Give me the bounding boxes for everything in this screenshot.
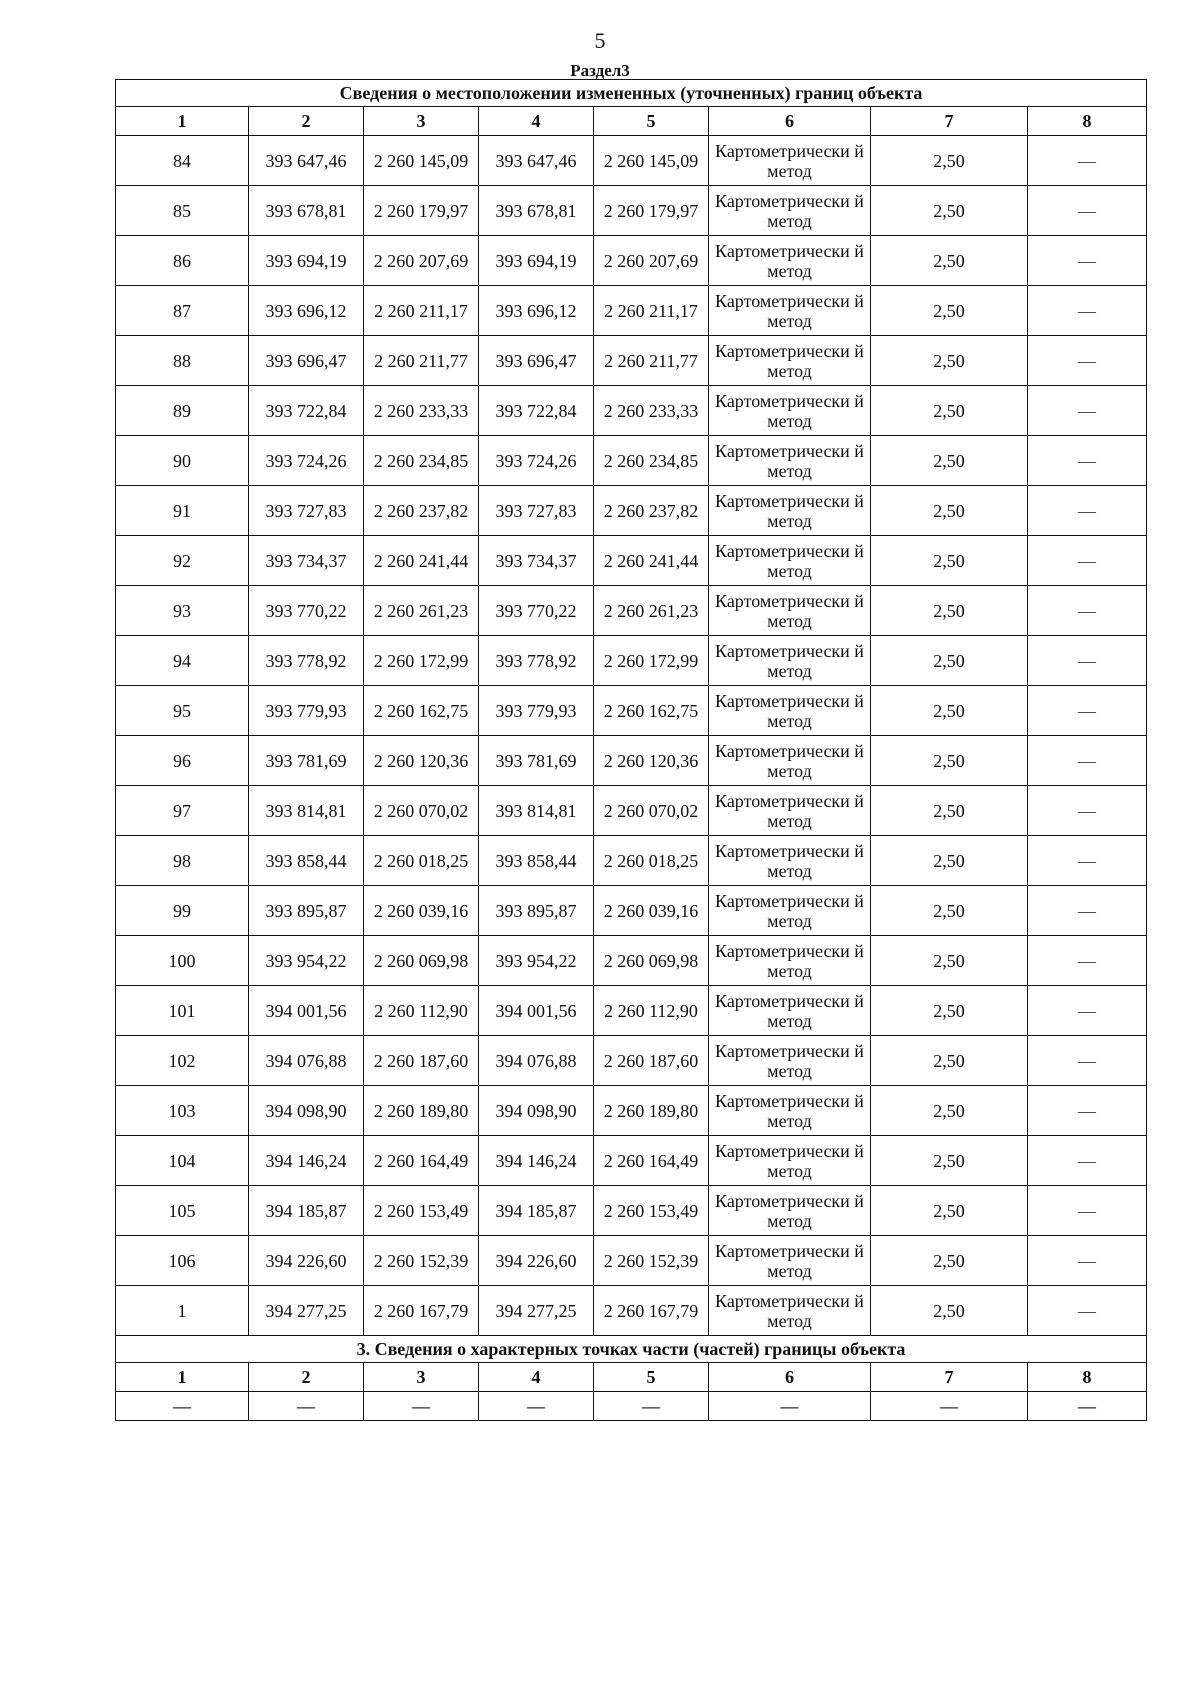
column-number: 5 bbox=[594, 107, 709, 136]
y-new: 2 260 112,90 bbox=[594, 986, 709, 1036]
point-number: 90 bbox=[116, 436, 249, 486]
table-row bbox=[116, 136, 1147, 186]
x-new: 394 076,88 bbox=[479, 1036, 594, 1086]
accuracy-cell: 2,50 bbox=[871, 386, 1028, 436]
x-new: 393 954,22 bbox=[479, 936, 594, 986]
y-old: 2 260 211,17 bbox=[364, 286, 479, 336]
y-new: 2 260 162,75 bbox=[594, 686, 709, 736]
part-cell: — bbox=[1028, 1392, 1147, 1421]
x-old: 393 727,83 bbox=[249, 486, 364, 536]
y-new: 2 260 241,44 bbox=[594, 536, 709, 586]
method-cell: Картометрически й метод bbox=[709, 486, 871, 536]
y-old: 2 260 241,44 bbox=[364, 536, 479, 586]
method-cell: Картометрически й метод bbox=[709, 1236, 871, 1286]
y-old: 2 260 207,69 bbox=[364, 236, 479, 286]
x-new: 393 694,19 bbox=[479, 236, 594, 286]
y-old: 2 260 069,98 bbox=[364, 936, 479, 986]
accuracy-cell: 2,50 bbox=[871, 1136, 1028, 1186]
point-number: 86 bbox=[116, 236, 249, 286]
part-cell: — bbox=[871, 1392, 1028, 1421]
note-cell: — bbox=[1028, 586, 1147, 636]
x-new: 394 226,60 bbox=[479, 1236, 594, 1286]
accuracy-cell: 2,50 bbox=[871, 536, 1028, 586]
note-cell: — bbox=[1028, 336, 1147, 386]
y-new: 2 260 153,49 bbox=[594, 1186, 709, 1236]
point-number: 100 bbox=[116, 936, 249, 986]
method-cell: Картометрически й метод bbox=[709, 1036, 871, 1086]
y-new: 2 260 164,49 bbox=[594, 1136, 709, 1186]
method-cell: Картометрически й метод bbox=[709, 236, 871, 286]
x-new: 393 734,37 bbox=[479, 536, 594, 586]
x-new: 393 858,44 bbox=[479, 836, 594, 886]
method-cell: Картометрически й метод bbox=[709, 386, 871, 436]
note-cell: — bbox=[1028, 186, 1147, 236]
x-old: 394 185,87 bbox=[249, 1186, 364, 1236]
y-new: 2 260 167,79 bbox=[594, 1286, 709, 1336]
y-new: 2 260 145,09 bbox=[594, 136, 709, 186]
y-old: 2 260 237,82 bbox=[364, 486, 479, 536]
table-title: Сведения о местоположении измененных (уточненных) границ объекта bbox=[116, 80, 1147, 107]
y-old: 2 260 172,99 bbox=[364, 636, 479, 686]
accuracy-cell: 2,50 bbox=[871, 1236, 1028, 1286]
x-old: 394 076,88 bbox=[249, 1036, 364, 1086]
column-number: 7 bbox=[871, 1363, 1028, 1392]
x-old: 394 277,25 bbox=[249, 1286, 364, 1336]
point-number: 89 bbox=[116, 386, 249, 436]
note-cell: — bbox=[1028, 386, 1147, 436]
point-number: 95 bbox=[116, 686, 249, 736]
table-row bbox=[116, 1136, 1147, 1186]
x-old: 393 779,93 bbox=[249, 686, 364, 736]
note-cell: — bbox=[1028, 1286, 1147, 1336]
point-number: 106 bbox=[116, 1236, 249, 1286]
note-cell: — bbox=[1028, 786, 1147, 836]
y-new: 2 260 069,98 bbox=[594, 936, 709, 986]
x-new: 394 146,24 bbox=[479, 1136, 594, 1186]
method-cell: Картометрически й метод bbox=[709, 286, 871, 336]
note-cell: — bbox=[1028, 436, 1147, 486]
accuracy-cell: 2,50 bbox=[871, 186, 1028, 236]
x-new: 393 724,26 bbox=[479, 436, 594, 486]
accuracy-cell: 2,50 bbox=[871, 986, 1028, 1036]
method-cell: Картометрически й метод bbox=[709, 1186, 871, 1236]
y-old: 2 260 120,36 bbox=[364, 736, 479, 786]
y-old: 2 260 039,16 bbox=[364, 886, 479, 936]
x-old: 393 678,81 bbox=[249, 186, 364, 236]
y-old: 2 260 233,33 bbox=[364, 386, 479, 436]
note-cell: — bbox=[1028, 486, 1147, 536]
x-new: 394 185,87 bbox=[479, 1186, 594, 1236]
y-old: 2 260 145,09 bbox=[364, 136, 479, 186]
y-new: 2 260 070,02 bbox=[594, 786, 709, 836]
y-old: 2 260 070,02 bbox=[364, 786, 479, 836]
y-new: 2 260 237,82 bbox=[594, 486, 709, 536]
accuracy-cell: 2,50 bbox=[871, 236, 1028, 286]
x-new: 393 781,69 bbox=[479, 736, 594, 786]
x-old: 393 814,81 bbox=[249, 786, 364, 836]
method-cell: Картометрически й метод bbox=[709, 1286, 871, 1336]
x-old: 393 696,47 bbox=[249, 336, 364, 386]
y-new: 2 260 211,77 bbox=[594, 336, 709, 386]
y-new: 2 260 207,69 bbox=[594, 236, 709, 286]
note-cell: — bbox=[1028, 686, 1147, 736]
point-number: 1 bbox=[116, 1286, 249, 1336]
method-cell: Картометрически й метод bbox=[709, 986, 871, 1036]
point-number: 84 bbox=[116, 136, 249, 186]
method-cell: Картометрически й метод bbox=[709, 136, 871, 186]
accuracy-cell: 2,50 bbox=[871, 936, 1028, 986]
table-row bbox=[116, 786, 1147, 836]
x-new: 393 778,92 bbox=[479, 636, 594, 686]
x-new: 393 696,12 bbox=[479, 286, 594, 336]
y-new: 2 260 179,97 bbox=[594, 186, 709, 236]
y-old: 2 260 164,49 bbox=[364, 1136, 479, 1186]
point-number: 93 bbox=[116, 586, 249, 636]
column-number: 6 bbox=[709, 107, 871, 136]
accuracy-cell: 2,50 bbox=[871, 686, 1028, 736]
part-cell: — bbox=[364, 1392, 479, 1421]
method-cell: Картометрически й метод bbox=[709, 436, 871, 486]
method-cell: Картометрически й метод bbox=[709, 836, 871, 886]
part-cell: — bbox=[116, 1392, 249, 1421]
y-new: 2 260 234,85 bbox=[594, 436, 709, 486]
accuracy-cell: 2,50 bbox=[871, 286, 1028, 336]
method-cell: Картометрически й метод bbox=[709, 886, 871, 936]
table-row bbox=[116, 236, 1147, 286]
column-number-row bbox=[116, 107, 1147, 136]
table-row bbox=[116, 636, 1147, 686]
part-section-title-row bbox=[116, 1336, 1147, 1363]
x-new: 393 727,83 bbox=[479, 486, 594, 536]
accuracy-cell: 2,50 bbox=[871, 836, 1028, 886]
column-number: 4 bbox=[479, 1363, 594, 1392]
x-old: 393 954,22 bbox=[249, 936, 364, 986]
part-cell: — bbox=[594, 1392, 709, 1421]
x-old: 393 696,12 bbox=[249, 286, 364, 336]
y-old: 2 260 018,25 bbox=[364, 836, 479, 886]
point-number: 96 bbox=[116, 736, 249, 786]
table-row bbox=[116, 1086, 1147, 1136]
part-section-title: 3. Сведения о характерных точках части (частей) границы объекта bbox=[116, 1336, 1147, 1363]
accuracy-cell: 2,50 bbox=[871, 436, 1028, 486]
table-row bbox=[116, 886, 1147, 936]
x-old: 393 722,84 bbox=[249, 386, 364, 436]
accuracy-cell: 2,50 bbox=[871, 1286, 1028, 1336]
method-cell: Картометрически й метод bbox=[709, 536, 871, 586]
x-new: 393 779,93 bbox=[479, 686, 594, 736]
accuracy-cell: 2,50 bbox=[871, 636, 1028, 686]
point-number: 103 bbox=[116, 1086, 249, 1136]
table-body bbox=[116, 80, 1147, 1421]
y-old: 2 260 153,49 bbox=[364, 1186, 479, 1236]
column-number: 8 bbox=[1028, 1363, 1147, 1392]
point-number: 97 bbox=[116, 786, 249, 836]
x-old: 393 770,22 bbox=[249, 586, 364, 636]
column-number: 4 bbox=[479, 107, 594, 136]
table-row bbox=[116, 986, 1147, 1036]
note-cell: — bbox=[1028, 1186, 1147, 1236]
point-number: 102 bbox=[116, 1036, 249, 1086]
table-row bbox=[116, 1236, 1147, 1286]
accuracy-cell: 2,50 bbox=[871, 786, 1028, 836]
x-old: 393 895,87 bbox=[249, 886, 364, 936]
x-new: 394 277,25 bbox=[479, 1286, 594, 1336]
x-old: 393 647,46 bbox=[249, 136, 364, 186]
accuracy-cell: 2,50 bbox=[871, 1086, 1028, 1136]
x-new: 393 678,81 bbox=[479, 186, 594, 236]
y-old: 2 260 187,60 bbox=[364, 1036, 479, 1086]
table-row bbox=[116, 336, 1147, 386]
note-cell: — bbox=[1028, 736, 1147, 786]
x-new: 394 001,56 bbox=[479, 986, 594, 1036]
x-old: 393 694,19 bbox=[249, 236, 364, 286]
point-number: 88 bbox=[116, 336, 249, 386]
column-number: 7 bbox=[871, 107, 1028, 136]
y-old: 2 260 234,85 bbox=[364, 436, 479, 486]
x-old: 393 778,92 bbox=[249, 636, 364, 686]
point-number: 94 bbox=[116, 636, 249, 686]
y-old: 2 260 162,75 bbox=[364, 686, 479, 736]
boundary-table bbox=[115, 79, 1147, 1421]
table-row bbox=[116, 1036, 1147, 1086]
y-old: 2 260 152,39 bbox=[364, 1236, 479, 1286]
x-old: 393 781,69 bbox=[249, 736, 364, 786]
y-new: 2 260 018,25 bbox=[594, 836, 709, 886]
method-cell: Картометрически й метод bbox=[709, 686, 871, 736]
note-cell: — bbox=[1028, 1136, 1147, 1186]
point-number: 101 bbox=[116, 986, 249, 1036]
x-old: 394 098,90 bbox=[249, 1086, 364, 1136]
page-number: 5 bbox=[594, 28, 606, 53]
point-number: 105 bbox=[116, 1186, 249, 1236]
point-number: 98 bbox=[116, 836, 249, 886]
table-row bbox=[116, 1286, 1147, 1336]
section-title: Раздел3 bbox=[570, 61, 630, 80]
column-number: 3 bbox=[364, 1363, 479, 1392]
accuracy-cell: 2,50 bbox=[871, 1036, 1028, 1086]
y-new: 2 260 152,39 bbox=[594, 1236, 709, 1286]
note-cell: — bbox=[1028, 986, 1147, 1036]
y-old: 2 260 179,97 bbox=[364, 186, 479, 236]
y-new: 2 260 172,99 bbox=[594, 636, 709, 686]
table-row bbox=[116, 486, 1147, 536]
method-cell: Картометрически й метод bbox=[709, 1086, 871, 1136]
column-number: 2 bbox=[249, 1363, 364, 1392]
y-new: 2 260 039,16 bbox=[594, 886, 709, 936]
x-new: 393 722,84 bbox=[479, 386, 594, 436]
part-cell: — bbox=[479, 1392, 594, 1421]
note-cell: — bbox=[1028, 136, 1147, 186]
point-number: 87 bbox=[116, 286, 249, 336]
x-new: 393 696,47 bbox=[479, 336, 594, 386]
y-new: 2 260 120,36 bbox=[594, 736, 709, 786]
x-old: 393 724,26 bbox=[249, 436, 364, 486]
y-new: 2 260 261,23 bbox=[594, 586, 709, 636]
column-number-row bbox=[116, 1363, 1147, 1392]
table-row bbox=[116, 436, 1147, 486]
column-number: 1 bbox=[116, 1363, 249, 1392]
note-cell: — bbox=[1028, 836, 1147, 886]
method-cell: Картометрически й метод bbox=[709, 336, 871, 386]
y-new: 2 260 211,17 bbox=[594, 286, 709, 336]
y-new: 2 260 187,60 bbox=[594, 1036, 709, 1086]
x-new: 393 647,46 bbox=[479, 136, 594, 186]
y-old: 2 260 211,77 bbox=[364, 336, 479, 386]
method-cell: Картометрически й метод bbox=[709, 636, 871, 686]
column-number: 3 bbox=[364, 107, 479, 136]
column-number: 2 bbox=[249, 107, 364, 136]
table-row bbox=[116, 286, 1147, 336]
x-old: 394 146,24 bbox=[249, 1136, 364, 1186]
table-row bbox=[116, 186, 1147, 236]
x-old: 393 734,37 bbox=[249, 536, 364, 586]
accuracy-cell: 2,50 bbox=[871, 886, 1028, 936]
part-cell: — bbox=[249, 1392, 364, 1421]
note-cell: — bbox=[1028, 286, 1147, 336]
note-cell: — bbox=[1028, 536, 1147, 586]
accuracy-cell: 2,50 bbox=[871, 586, 1028, 636]
x-new: 394 098,90 bbox=[479, 1086, 594, 1136]
table-title-row bbox=[116, 80, 1147, 107]
accuracy-cell: 2,50 bbox=[871, 736, 1028, 786]
note-cell: — bbox=[1028, 936, 1147, 986]
table-row bbox=[116, 686, 1147, 736]
x-old: 393 858,44 bbox=[249, 836, 364, 886]
x-new: 393 814,81 bbox=[479, 786, 594, 836]
accuracy-cell: 2,50 bbox=[871, 336, 1028, 386]
note-cell: — bbox=[1028, 1236, 1147, 1286]
y-new: 2 260 233,33 bbox=[594, 386, 709, 436]
method-cell: Картометрически й метод bbox=[709, 786, 871, 836]
method-cell: Картометрически й метод bbox=[709, 736, 871, 786]
point-number: 85 bbox=[116, 186, 249, 236]
accuracy-cell: 2,50 bbox=[871, 136, 1028, 186]
column-number: 5 bbox=[594, 1363, 709, 1392]
note-cell: — bbox=[1028, 236, 1147, 286]
method-cell: Картометрически й метод bbox=[709, 586, 871, 636]
y-old: 2 260 261,23 bbox=[364, 586, 479, 636]
method-cell: Картометрически й метод bbox=[709, 936, 871, 986]
y-old: 2 260 189,80 bbox=[364, 1086, 479, 1136]
table-row bbox=[116, 536, 1147, 586]
column-number: 8 bbox=[1028, 107, 1147, 136]
y-new: 2 260 189,80 bbox=[594, 1086, 709, 1136]
part-cell: — bbox=[709, 1392, 871, 1421]
x-old: 394 001,56 bbox=[249, 986, 364, 1036]
column-number: 6 bbox=[709, 1363, 871, 1392]
point-number: 99 bbox=[116, 886, 249, 936]
table-row bbox=[116, 836, 1147, 886]
table-row bbox=[116, 936, 1147, 986]
note-cell: — bbox=[1028, 1036, 1147, 1086]
part-row bbox=[116, 1392, 1147, 1421]
method-cell: Картометрически й метод bbox=[709, 1136, 871, 1186]
y-old: 2 260 112,90 bbox=[364, 986, 479, 1036]
note-cell: — bbox=[1028, 886, 1147, 936]
note-cell: — bbox=[1028, 1086, 1147, 1136]
x-old: 394 226,60 bbox=[249, 1236, 364, 1286]
column-number: 1 bbox=[116, 107, 249, 136]
method-cell: Картометрически й метод bbox=[709, 186, 871, 236]
table-row bbox=[116, 1186, 1147, 1236]
table-row bbox=[116, 386, 1147, 436]
point-number: 92 bbox=[116, 536, 249, 586]
x-new: 393 770,22 bbox=[479, 586, 594, 636]
point-number: 104 bbox=[116, 1136, 249, 1186]
table-row bbox=[116, 586, 1147, 636]
accuracy-cell: 2,50 bbox=[871, 486, 1028, 536]
x-new: 393 895,87 bbox=[479, 886, 594, 936]
point-number: 91 bbox=[116, 486, 249, 536]
table-row bbox=[116, 736, 1147, 786]
accuracy-cell: 2,50 bbox=[871, 1186, 1028, 1236]
y-old: 2 260 167,79 bbox=[364, 1286, 479, 1336]
note-cell: — bbox=[1028, 636, 1147, 686]
